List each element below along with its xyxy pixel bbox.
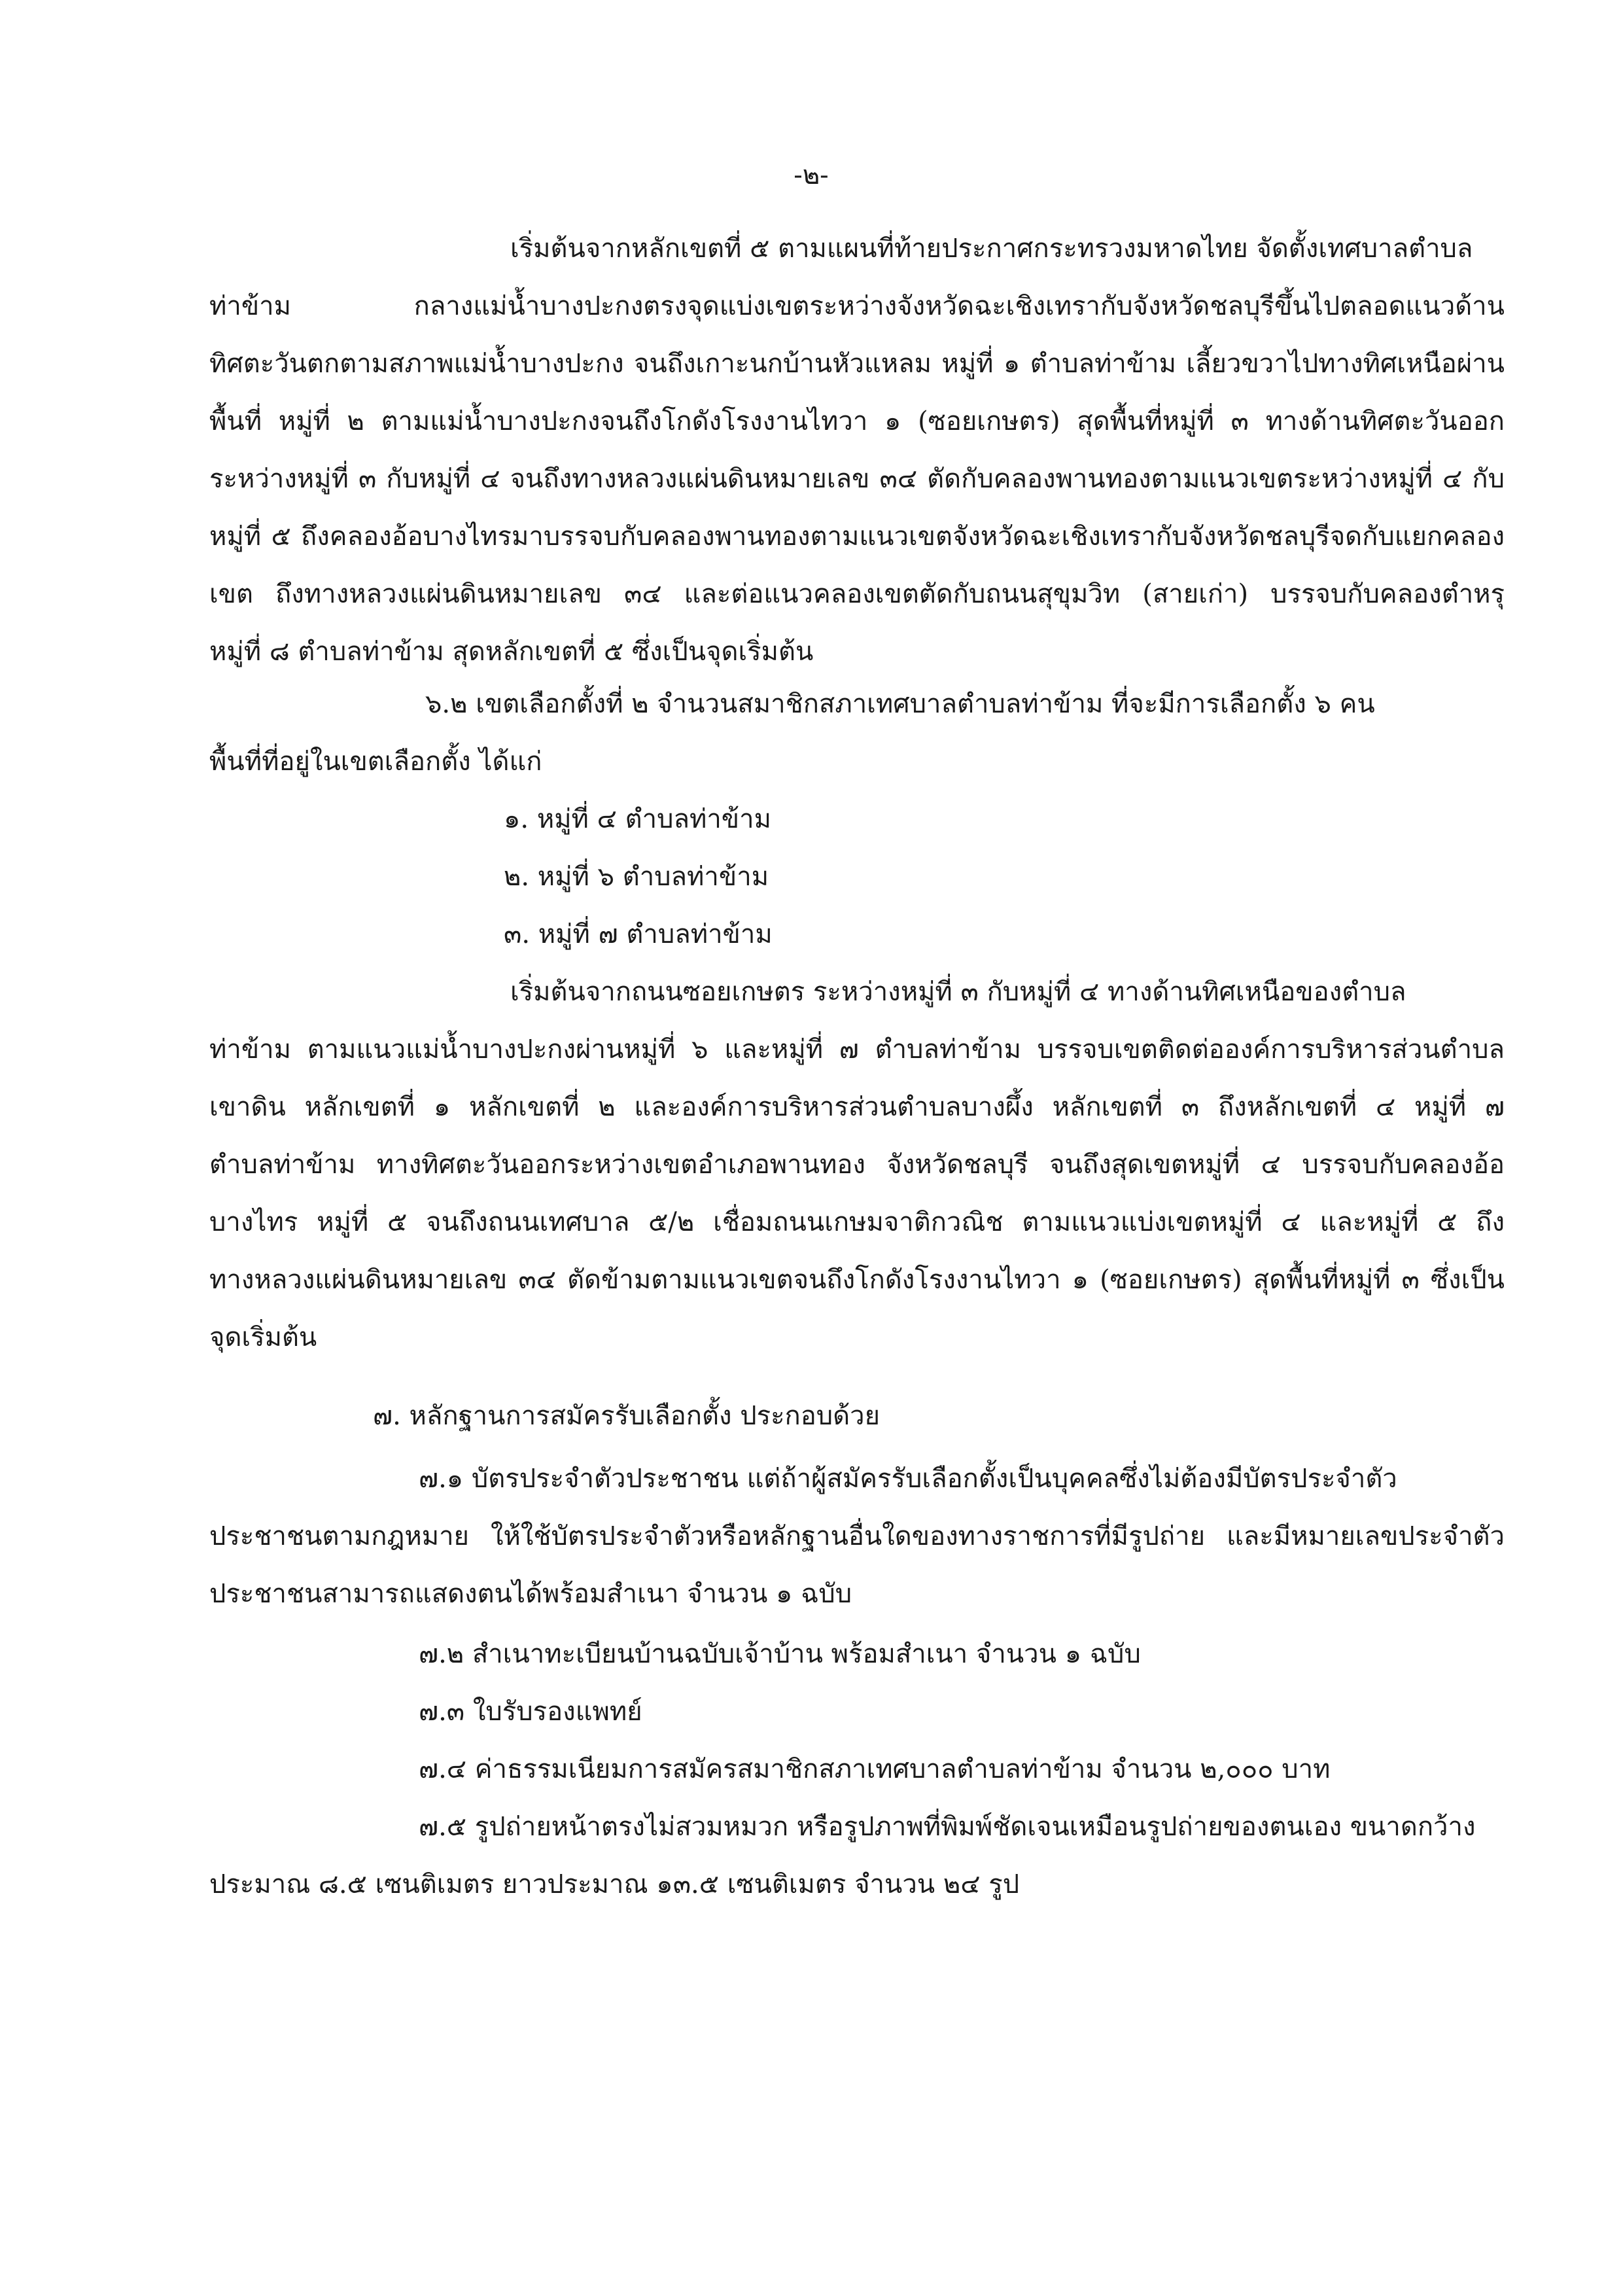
paragraph-line: ทางหลวงแผ่นดินหมายเลข ๓๔ ตัดข้ามตามแนวเขตจนถึงโกดังโรงงานไทวา ๑ (ซอยเกษตร) สุดพื้นที่หมู่ที่ ๓ ซึ่งเป็น xyxy=(209,1265,1505,1295)
paragraph-line: เริ่มต้นจากถนนซอยเกษตร ระหว่างหมู่ที่ ๓ กับหมู่ที่ ๔ ทางด้านทิศเหนือของตำบล xyxy=(510,977,1406,1007)
list-item: ๗.๔ ค่าธรรมเนียมการสมัครสมาชิกสภาเทศบาลตำบลท่าข้าม จำนวน ๒,๐๐๐ บาท xyxy=(419,1754,1331,1784)
paragraph-line: ประมาณ ๘.๕ เซนติเมตร ยาวประมาณ ๑๓.๕ เซนติเมตร จำนวน ๒๔ รูป xyxy=(209,1869,1020,1899)
paragraph-line: ประชาชนสามารถแสดงตนได้พร้อมสำเนา จำนวน ๑ ฉบับ xyxy=(209,1579,852,1609)
paragraph-line: พื้นที่ที่อยู่ในเขตเลือกตั้ง ได้แก่ xyxy=(209,747,542,777)
list-item: ๗.๓ ใบรับรองแพทย์ xyxy=(419,1697,642,1727)
paragraph-line: ท่าข้าม ตามแนวแม่น้ำบางปะกงผ่านหมู่ที่ ๖ และหมู่ที่ ๗ ตำบลท่าข้าม บรรจบเขตติดต่อองค์การบริหารส่วนตำบล xyxy=(209,1034,1505,1065)
section-heading: ๗. หลักฐานการสมัครรับเลือกตั้ง ประกอบด้วย xyxy=(373,1401,881,1431)
list-item: ๓. หมู่ที่ ๗ ตำบลท่าข้าม xyxy=(504,919,773,949)
section-heading: ๖.๒ เขตเลือกตั้งที่ ๒ จำนวนสมาชิกสภาเทศบาลตำบลท่าข้าม ที่จะมีการเลือกตั้ง ๖ คน xyxy=(425,689,1375,719)
paragraph-line: ๗.๑ บัตรประจำตัวประชาชน แต่ถ้าผู้สมัครรับเลือกตั้งเป็นบุคคลซึ่งไม่ต้องมีบัตรประจำตัว xyxy=(419,1464,1397,1494)
paragraph-line: บางไทร หมู่ที่ ๕ จนถึงถนนเทศบาล ๕/๒ เชื่อมถนนเกษมจาติกวณิช ตามแนวแบ่งเขตหมู่ที่ ๔ และหมู่ที่ ๕ ถึง xyxy=(209,1207,1505,1237)
paragraph-line: ท่าข้าม กลางแม่น้ำบางปะกงตรงจุดแบ่งเขตระหว่างจังหวัดฉะเชิงเทรากับจังหวัดชลบุรีขึ้นไปตลอดแนวด้าน xyxy=(209,291,1505,321)
paragraph-line: พื้นที่ หมู่ที่ ๒ ตามแม่น้ำบางปะกงจนถึงโกดังโรงงานไทวา ๑ (ซอยเกษตร) สุดพื้นที่หมู่ที่ ๓ ทางด้านทิศตะวันออก xyxy=(209,406,1505,436)
list-item: ๒. หมู่ที่ ๖ ตำบลท่าข้าม xyxy=(504,862,769,892)
paragraph-line: ระหว่างหมู่ที่ ๓ กับหมู่ที่ ๔ จนถึงทางหลวงแผ่นดินหมายเลข ๓๔ ตัดกับคลองพานทองตามแนวเขตระหว่างหมู่ที่ ๔ กับ xyxy=(209,464,1505,494)
paragraph-line: เริ่มต้นจากหลักเขตที่ ๕ ตามแผนที่ท้ายประกาศกระทรวงมหาดไทย จัดตั้งเทศบาลตำบล xyxy=(510,234,1473,264)
list-item: ๗.๒ สำเนาทะเบียนบ้านฉบับเจ้าบ้าน พร้อมสำเนา จำนวน ๑ ฉบับ xyxy=(419,1639,1141,1669)
paragraph-line: หมู่ที่ ๕ ถึงคลองอ้อบางไทรมาบรรจบกับคลองพานทองตามแนวเขตจังหวัดฉะเชิงเทรากับจังหวัดชลบุรีจดกับแยกคลอง xyxy=(209,521,1505,552)
paragraph-line: จุดเริ่มต้น xyxy=(209,1322,317,1352)
paragraph-line: เขาดิน หลักเขตที่ ๑ หลักเขตที่ ๒ และองค์การบริหารส่วนตำบลบางผึ้ง หลักเขตที่ ๓ ถึงหลักเขตที่ ๔ หมู่ที่ ๗ xyxy=(209,1092,1505,1122)
list-item: ๑. หมู่ที่ ๔ ตำบลท่าข้าม xyxy=(504,804,771,834)
list-item: ๗.๕ รูปถ่ายหน้าตรงไม่สวมหมวก หรือรูปภาพที่พิมพ์ชัดเจนเหมือนรูปถ่ายของตนเอง ขนาดกว้าง xyxy=(419,1812,1476,1842)
paragraph-line: ประชาชนตามกฎหมาย ให้ใช้บัตรประจำตัวหรือหลักฐานอื่นใดของทางราชการที่มีรูปถ่าย และมีหมายเลขประจำตัว xyxy=(209,1521,1505,1551)
paragraph-line: เขต ถึงทางหลวงแผ่นดินหมายเลข ๓๔ และต่อแนวคลองเขตตัดกับถนนสุขุมวิท (สายเก่า) บรรจบกับคลองตำหรุ xyxy=(209,579,1505,609)
page-number: -๒- xyxy=(794,160,829,190)
paragraph-line: ทิศตะวันตกตามสภาพแม่น้ำบางปะกง จนถึงเกาะนกบ้านหัวแหลม หมู่ที่ ๑ ตำบลท่าข้าม เลี้ยวขวาไปทางทิศเหนือผ่าน xyxy=(209,349,1505,379)
paragraph-line: ตำบลท่าข้าม ทางทิศตะวันออกระหว่างเขตอำเภอพานทอง จังหวัดชลบุรี จนถึงสุดเขตหมู่ที่ ๔ บรรจบกับคลองอ้อ xyxy=(209,1150,1505,1180)
paragraph-line: หมู่ที่ ๘ ตำบลท่าข้าม สุดหลักเขตที่ ๕ ซึ่งเป็นจุดเริ่มต้น xyxy=(209,637,814,667)
